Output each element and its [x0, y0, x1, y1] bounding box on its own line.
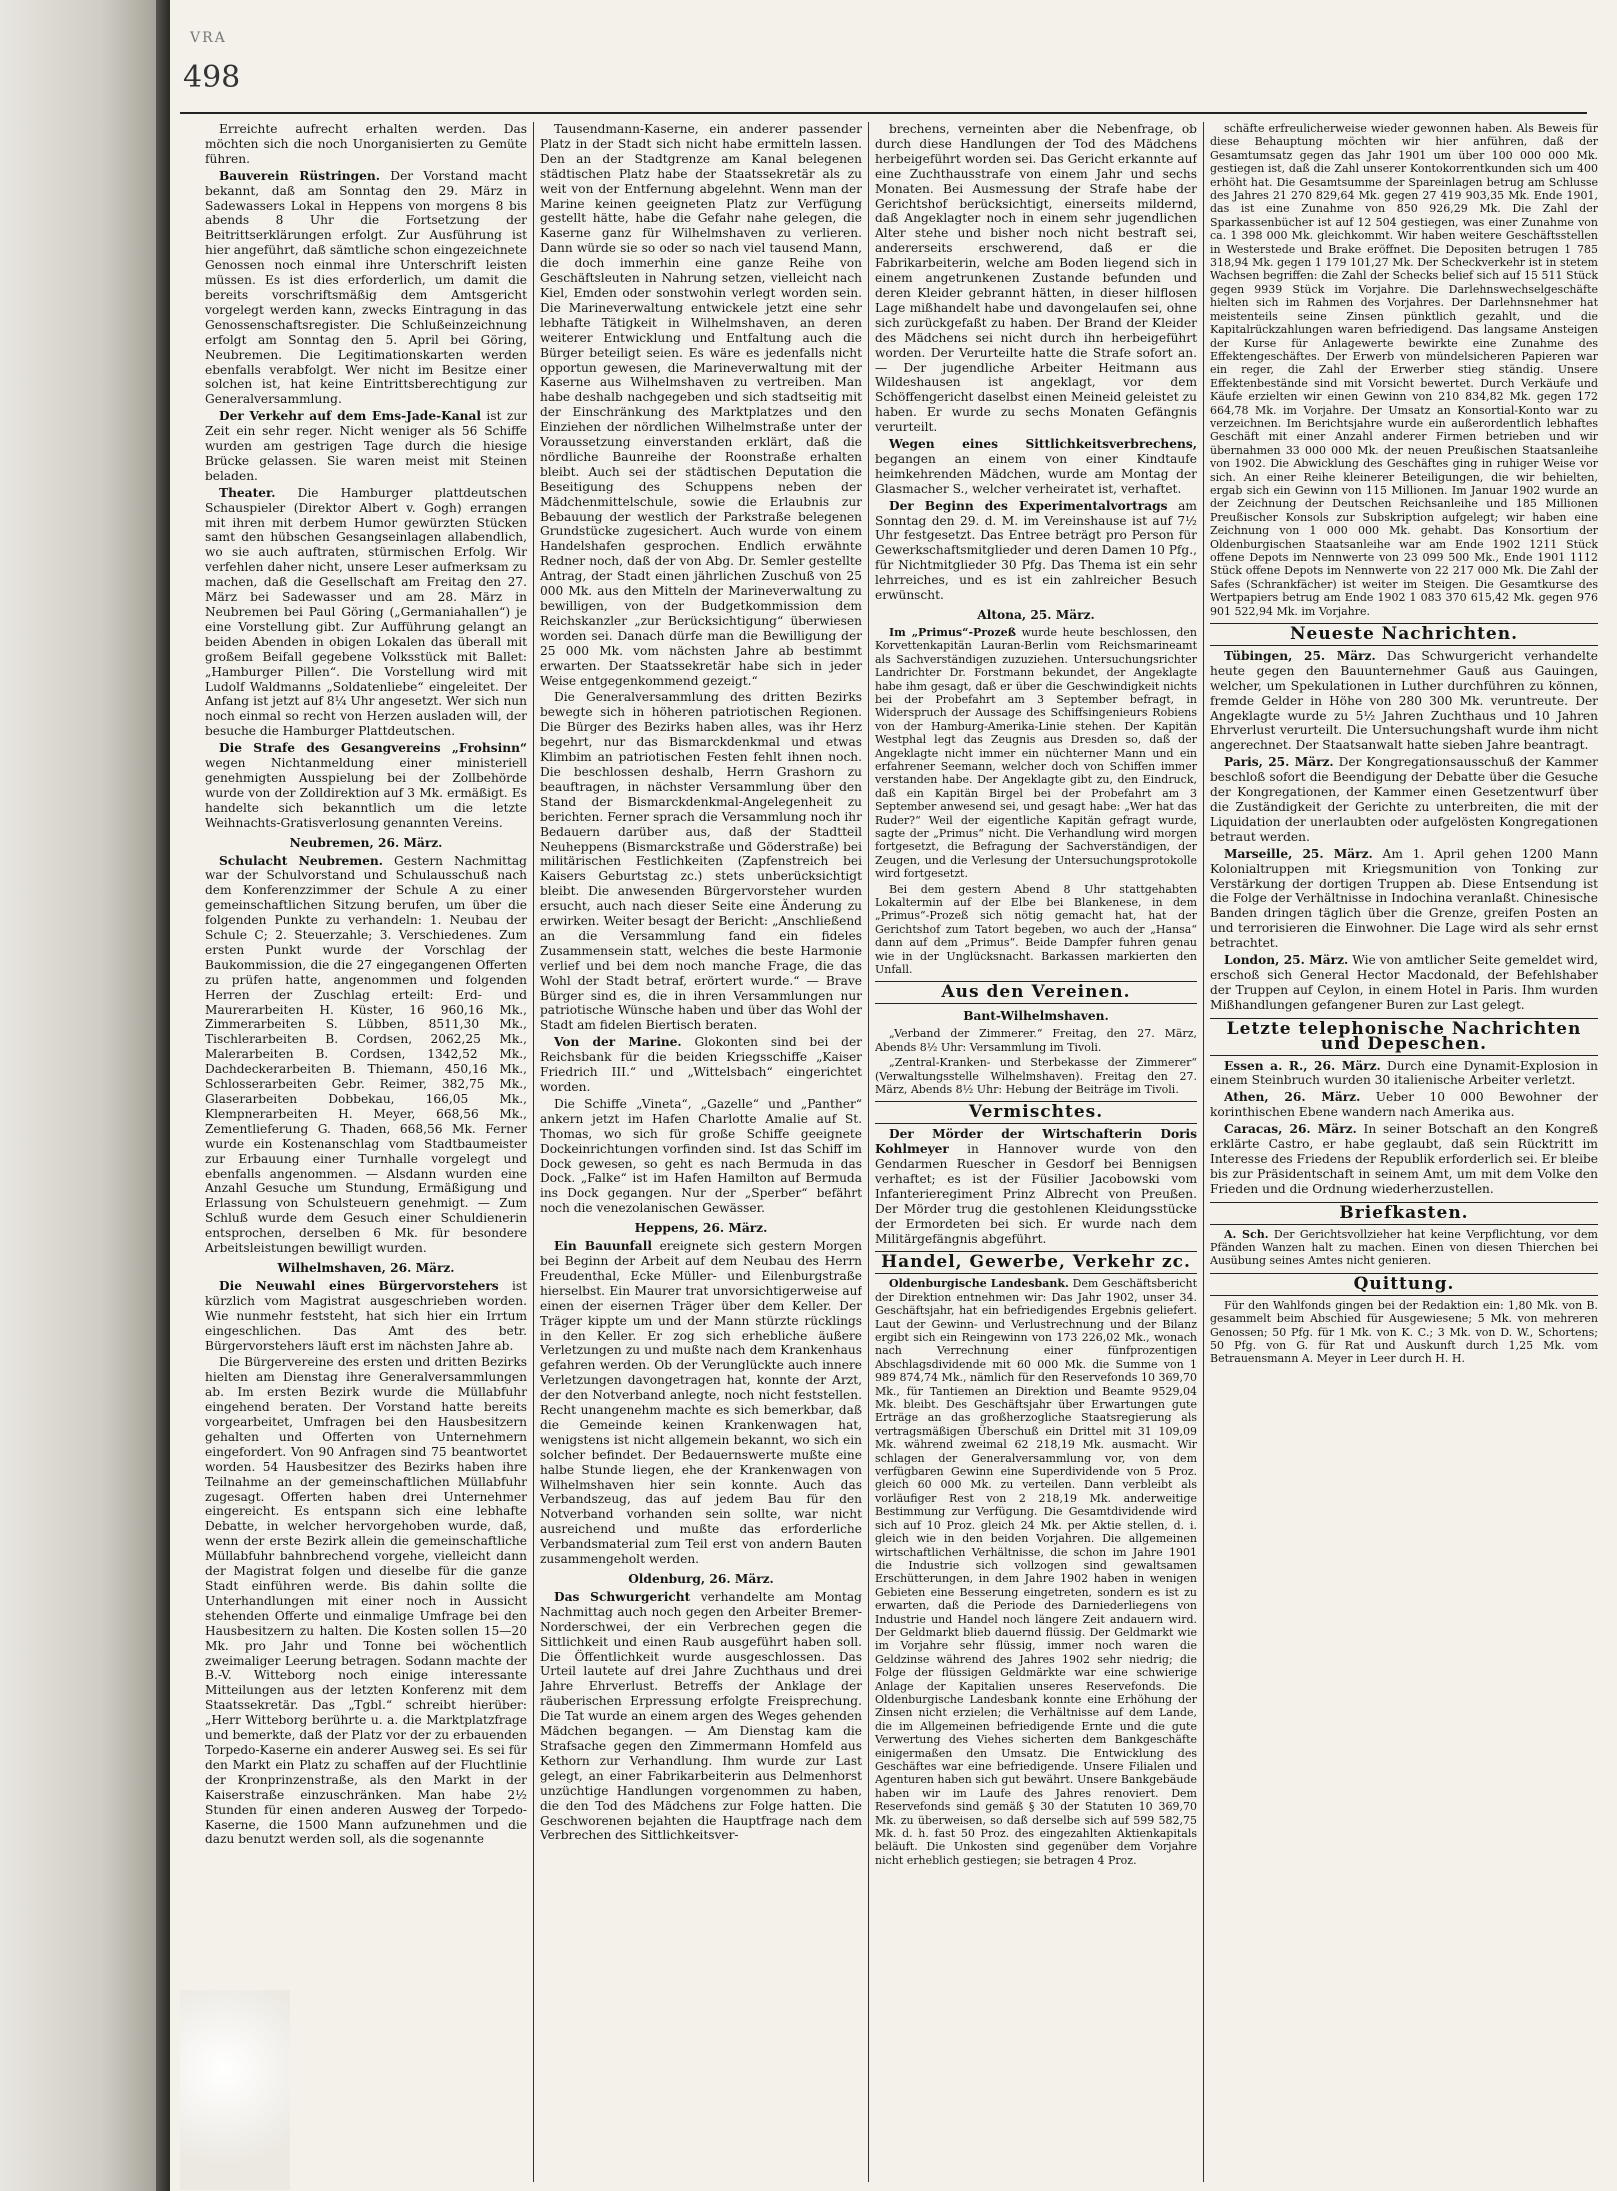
- article-paragraph: [1210, 953, 1598, 1013]
- article-paragraph: [205, 1355, 527, 1847]
- article-paragraph: [875, 437, 1197, 497]
- column-1: [205, 122, 527, 1972]
- article-paragraph: [875, 1277, 1197, 1867]
- article-paragraph: [540, 1590, 862, 1843]
- article-text: Die Bürgervereine des ersten und dritten Bezirks hielten am Dienstag ihre Generalversammlungen ab. Im ersten Bezirk wurde die Müllabfuhr eingehend beraten. Der Vorstand hatte bereits vorgearbeitet, Umfragen bei den Hausbesitzern gehalten und Offerten von Unternehmern eingefordert. Von 90 Anfragen sind 75 beantwortet worden. 54 Hausbesitzer des Bezirks haben ihre Teilnahme an der gemeinschaftlichen Müllabfuhr zugesagt. Offerten haben drei Unternehmer eingereicht. Es entspann sich eine lebhafte Debatte, in welcher hervorgehoben wurde, daß, wenn der erste Bezirk allein die gemeinschaftliche Müllabfuhr bahnbrechend vorgehe, vielleicht dann der Magistrat folgen und dieselbe für die ganze Stadt einführen werde. Bis dahin sollte die Unterhandlungen mit einer noch in Aussicht stehenden Offerte und einmalige Umfrage bei den Hausbesitzern zu halten. Die Kosten sollen 15—20 Mk. pro Jahr und Tonne bei wöchentlich zweimaliger Leerung betragen. Sodann machte der B.-V. Witteborg noch einige interessante Mitteilungen aus der letzten Konferenz mit dem Staatssekretär. Das „Tgbl.“ schreibt hierüber: „Herr Witteborg berührte u. a. die Marktplatzfrage und bemerkte, daß der Platz vor der zu erbauenden Torpedo-Kaserne ein anderer Ausweg sei. Es sei für den Markt ein Platz zu schaffen auf der Fluchtlinie der Kronprinzenstraße, als den Markt in der Kaiserstraße einzuschränken. Man habe 2½ Stunden für einen anderen Ausweg der Torpedo-Kaserne, die 1500 Mann aufzunehmen und die dazu benutzt werden soll, als die sogenannte: [205, 1355, 527, 1847]
- article-text: in Hannover wurde von den Gendarmen Ruescher in Gesdorf bei Bennigsen verhaftet; es ist der Füsilier Jacobowski vom Infanterieregiment Prinz Albrecht von Preußen. Der Mörder trug die gestohlenen Kleidungsstücke der Ermordeten bei sich. Er wurde nach dem Militärgefängnis abgeführt.: [875, 1142, 1197, 1246]
- article-lead: Bauverein Rüstringen.: [219, 168, 380, 183]
- article-paragraph: [205, 486, 527, 739]
- page-number: 498: [183, 60, 241, 95]
- dateline: Oldenburg, 26. März.: [628, 1572, 774, 1586]
- article-paragraph: [1210, 649, 1598, 753]
- column-4: [1210, 122, 1598, 2182]
- article-text: am Sonntag den 29. d. M. im Vereinshause ist auf 7½ Uhr festgesetzt. Das Entree beträgt pro Person für Gewerkschaftsmitglieder und deren Damen 10 Pfg., für Nichtmitglieder 30 Pfg. Das Thema ist ein sehr lehrreiches, und es ist ein zahlreicher Besuch erwünscht.: [875, 498, 1197, 603]
- article-text: Der Vorstand macht bekannt, daß am Sonntag den 29. März in Sadewassers Lokal in Heppens von morgens 8 bis abends 8 Uhr die Fortsetzung der Beitrittserklärungen erfolgt. Zur Ausführung ist hier angeführt, daß sämtliche schon eingezeichnete Genossen noch einmal ihre Unterschrift leisten müssen. Es ist dies erforderlich, um damit die bereits vorschriftsmäßig dem Amtsgericht vorgelegt werden kann, zwecks Eintragung in das Genossenschaftsregister. Die Schlußeinzeichnung erfolgt am Sonntag den 5. April bei Göring, Neubremen. Die Legitimationskarten werden ebenfalls verabfolgt. Wer nicht im Besitze einer solchen ist, hat keine Eintrittsberechtigung zur Generalversammlung.: [205, 168, 527, 407]
- article-text: Durch eine Dynamit-Explosion in einem Steinbruch wurden 30 italienische Arbeiter verletzt.: [1210, 1058, 1598, 1088]
- article-text: Gestern Nachmittag war der Schulvorstand und Schulausschuß nach dem Konferenzzimmer der Schule A zu einer gemeinschaftlichen Sitzung berufen, um über die folgenden Punkte zu verhandeln: 1. Neubau der Schule C; 2. Steuerzahle; 3. Verschiedenes. Zum ersten Punkt wurde der Vorschlag der Baukommission, die die 27 eingegangenen Offerten zu prüfen hatte, angenommen und folgenden Herren der Zuschlag erteilt: Erd- und Maurerarbeiten H. Küster, 16 960,16 Mk., Zimmerarbeiten S. Lübben, 8511,30 Mk., Tischlerarbeiten B. Cordsen, 2062,25 Mk., Malerarbeiten B. Cordsen, 1342,52 Mk., Dachdeckerarbeiten B. Thiemann, 450,16 Mk., Schlosserarbeiten Gebr. Reimer, 382,75 Mk., Glaserarbeiten Dobbekau, 166,05 Mk., Klempnerarbeiten H. Meyer, 668,56 Mk., Zementlieferung G. Thaden, 668,56 Mk. Ferner wurde ein Kostenanschlag vom Stadtbaumeister zur Erbauung einer Turnhalle vorgelegt und ebenfalls angenommen. — Alsdann wurden eine Anzahl Gesuche um Stundung, Ermäßigung und Erlassung von Schulsteuern genehmigt. — Zum Schluß wurde dem Gesuch einer Schuldienerin entsprochen, derselben 6 Mk. für besondere Arbeitsleistungen bewilligt wurden.: [205, 853, 527, 1256]
- section-heading: Letzte telephonische Nachrichten und Depeschen.: [1210, 1018, 1598, 1056]
- article-text: Die Hamburger plattdeutschen Schauspieler (Direktor Albert v. Gogh) errangen mit ihren mit derbem Humor gewürzten Stücken samt den hübschen Gesangseinlagen allabendlich, wo sie auch auftraten, stürmischen Erfolg. Wir verfehlen daher nicht, unsere Leser aufmerksam zu machen, daß die Gesellschaft am Freitag den 27. März bei Sadewasser und am 28. März in Neubremen bei Paul Göring („Germaniahallen“) je eine Vorstellung gibt. Zur Aufführung gelangt an beiden Abenden in obigen Lokalen das überall mit großem Beifall gegebene Volksstück mit Ballet: „Hamburger Pillen“. Die Vorstellung wird mit Ludolf Waldmanns „Soldatenliebe“ eingeleitet. Der Anfang ist jetzt auf 8¼ Uhr angesetzt. Wer sich nun noch einmal so recht von Herzen ausladen will, der besuche die Hamburger Plattdeutschen.: [205, 485, 527, 739]
- article-lead: Schulacht Neubremen.: [219, 853, 383, 868]
- article-text: wurde heute beschlossen, den Korvettenkapitän Lauran-Berlin vom Reichsmarineamt als Sachverständigen zuzuziehen. Untersuchungsrichter Landrichter Dr. Forstmann bekundet, der Angeklagte habe ihm gesagt, daß er über die Geschwindigkeit nichts bei der Probefahrt am 3 September befragt, in Widerspruch der Aussage des Schiffsingenieurs Robiens von der Hamburg-Amerika-Linie stehen. Der Kapitän Westphal legt das Zeugnis aus Dresden so, daß der Angeklagte nicht immer ein nüchterner Mann und ein erfahrener Seemann, welcher doch von Schiffen immer verstanden habe. Der Angeklagte gibt zu, den Eindruck, daß ein Kapitän Birgel bei der Probefahrt am 3 September anwesend sei, und gesagt habe: „Wer hat das Ruder?“ Weil der eigentliche Kapitän gefragt wurde, sagte der „Primus“ nicht. Die Verhandlung wird morgen fortgesetzt, die Befragung der Sachverständigen, der Zeugen, und die Verlesung der Untersuchungsprotokolle wird fortgesetzt.: [875, 625, 1197, 881]
- article-lead: Der Mörder der Wirtschafterin Doris Kohlmeyer: [875, 1127, 1197, 1157]
- article-paragraph: [540, 1097, 862, 1216]
- article-paragraph: [540, 690, 862, 1033]
- article-paragraph: [875, 499, 1197, 603]
- article-paragraph: [205, 741, 527, 830]
- dateline: Bant-Wilhelmshaven.: [963, 1009, 1109, 1024]
- article-text: Am 1. April gehen 1200 Mann Kolonialtruppen mit Kriegsmunition von Tonking zur Verstärkung der dortigen Truppen ab. Diese Entsendung ist die Folge der Verhältnisse in Indochina veranlaßt. Chinesische Banden dringen täglich über die Grenze, greifen Posten an und terrorisieren die Einwohner. Die Lage wird als sehr ernst betrachtet.: [1210, 846, 1598, 951]
- section-heading: Aus den Vereinen.: [875, 981, 1197, 1004]
- article-paragraph: [205, 409, 527, 484]
- article-paragraph: [1210, 1090, 1598, 1120]
- article-paragraph: [540, 122, 862, 688]
- article-text: Glokonten sind bei der Reichsbank für die beiden Kriegsschiffe „Kaiser Friedrich III.“ und „Wittelsbach“ eingerichtet worden.: [540, 1035, 862, 1094]
- article-lead: Tübingen, 25. März.: [1224, 648, 1376, 663]
- section-heading: Handel, Gewerbe, Verkehr zc.: [875, 1251, 1197, 1274]
- article-lead: Athen, 26. März.: [1224, 1090, 1361, 1105]
- article-paragraph: [205, 169, 527, 408]
- article-text: ist kürzlich vom Magistrat ausgeschrieben worden. Wie nunmehr feststeht, hat sich hier ein Irrtum eingeschlichen. Das Amt des betr. Bürgervorstehers läuft erst im nächsten Jahre ab.: [205, 1278, 527, 1353]
- article-paragraph: [1210, 847, 1598, 951]
- article-lead: Der Verkehr auf dem Ems-Jade-Kanal: [219, 409, 482, 424]
- article-lead: Wegen eines Sittlichkeitsverbrechens,: [889, 437, 1197, 452]
- article-paragraph: [1210, 1299, 1598, 1366]
- article-lead: Im „Primus“-Prozeß: [889, 625, 1017, 639]
- article-paragraph: [1210, 122, 1598, 618]
- article-lead: Caracas, 26. März.: [1224, 1122, 1357, 1137]
- article-text: Dem Geschäftsbericht der Direktion entnehmen wir: Das Jahr 1902, unser 34. Geschäftsjahr, hat ein befriedigendes Ergebnis geliefert. Laut der Gewinn- und Verlustrechnung und der Bilanz ergibt sich ein Reingewinn von 173 226,02 Mk., wonach nach Verrechnung einer fünfprozentigen Abschlagsdividende mit 60 000 Mk. die Summe von 1 989 874,74 Mk., nämlich für den Reservefonds 10 369,70 Mk., für Tantiemen an Direktion und Beamte 9529,04 Mk. bleibt. Des Geschäftsjahr über Erwartungen gute Erträge an das großherzogliche Staatsregierung als vertragsmäßigen Überschuß ein Drittel mit 31 109,09 Mk. während zweimal 62 218,19 Mk. ausmacht. Wir schlagen der Generalversammlung vor, von dem verfügbaren Gewinn eine Superdividende von 5 Proz. gleich 60 000 Mk. zu verteilen. Dann verbleibt als vorläufiger Rest von 2 218,19 Mk. anderweitige Bestimmung zur Verfügung. Die Gesamtdividende wird sich auf 10 Proz. gleich 24 Mk. per Aktie stellen, d. i. gleich wie in den beiden Vorjahren. Die allgemeinen wirtschaftlichen Verhältnisse, die schon im Jahre 1901 die Industrie sich vollzogen sind gewaltsamen Erschütterungen, in dem Jahre 1902 haben in wenigen Gebieten eine Besserung eingetreten, sondern es ist zu erwarten, daß die Periode des Darniederliegens von Industrie und Handel noch längere Zeit andauern wird. Der Geldmarkt blieb dauernd flüssig. Der Geldmarkt wie im Vorjahre sehr flüssig, immer noch waren die Geldzinse während des Jahres 1902 sehr niedrig; die Folge der flüssigen Geldmärkte war eine schwierige Anlage der Kapitalien unseres Reservefonds. Die Oldenburgische Landesbank konnte eine Erhöhung der Zinsen nicht erzielen; die Verhältnisse auf dem Lande, die im Allgemeinen befriedigende Ernte und die gute Verwertung des Viehes sicherten dem Bankgeschäfte einigermaßen den Umsatz. Die Entwicklung des Geschäftes war eine befriedigende. Unsere Filialen und Agenturen haben sich gut bewährt. Unsere Bankgebäude haben wir im Laufe des Jahres renoviert. Dem Reservefonds sind gemäß § 30 der Statuten 10 369,70 Mk. zu überweisen, so daß derselbe sich auf 599 582,75 Mk. d. h. fast 50 Proz. des eingezahlten Aktienkapitals beläuft. Die Unkosten sind gegenüber dem Vorjahre nicht erheblich gestiegen; sie betragen 4 Proz.: [875, 1277, 1197, 1867]
- header-rule: [180, 112, 1587, 114]
- article-paragraph: [540, 1035, 862, 1095]
- article-text: Erreichte aufrecht erhalten werden. Das möchten sich die noch Unorganisierten zu Gemüte führen.: [205, 122, 527, 166]
- article-lead: Marseille, 25. März.: [1224, 846, 1373, 861]
- section-heading: Vermischtes.: [875, 1101, 1197, 1124]
- article-paragraph: [875, 626, 1197, 881]
- article-text: Tausendmann-Kaserne, ein anderer passender Platz in der Stadt sich nicht habe ermitteln lassen. Den an der Stadtgrenze am Kanal belegenen städtischen Platz habe der Staatssekretär als zu weit von der Entfernung abgelehnt. Wenn man der Marine keinen geeigneten Platz zur Verfügung gestellt hätte, habe die Gefahr nahe gelegen, die Kaserne ganz für Wilhelmshaven zu verlieren. Dann würde sie so oder so nach viel tausend Mann, die doch immerhin eine ganze Reihe von Geschäftsleuten in Nahrung setzen, vielleicht nach Kiel, Emden oder sonstwohin verlegt worden sein. Die Marineverwaltung entwickele jetzt eine sehr lebhafte Tätigkeit in Wilhelmshaven, an deren weiterer Entwicklung und Entfaltung auch die Bürger beteiligt seien. Es wäre es jedenfalls nicht opportun gewesen, die Marineverwaltung mit der Kaserne aus Wilhelmshaven zu vertreiben. Man habe deshalb nachgegeben und sich stadtseitig mit der Einschränkung des Marktplatzes und den Einziehen der nördlichen Wilhelmstraße unter der Voraussetzung einverstanden erklärt, daß die nördliche Baunreihe der Roonstraße erhalten bleibt. Auch sei der städtischen Deputation die Beseitigung des Schuppens neben der Mädchenmittelschule, sowie die Erlaubnis zur Bebauung der westlich der Parkstraße belegenen Grundstücke zugesichert. Auch wurde von einem Handelshafen gesprochen. Endlich erwähnte Redner noch, daß der von Abg. Dr. Semler gestellte Antrag, der Stadt einen jährlichen Zuschuß von 25 000 Mk. aus den Mitteln der Marineverwaltung zu bewilligen, von der Budgetkommission dem Reichskanzler „zur Berücksichtigung“ überwiesen worden sei. Danach dürfe man die Bewilligung der 25 000 Mk. vom nächsten Jahre ab bestimmt erwarten. Der Staatssekretär habe sich in jeder Weise entgegenkommend gezeigt.“: [540, 122, 862, 688]
- article-lead: Die Strafe des Gesangvereins „Frohsinn“: [219, 741, 527, 756]
- book-binding: [0, 0, 170, 2191]
- article-paragraph: [875, 1127, 1197, 1246]
- column-divider: [1203, 122, 1204, 2182]
- article-paragraph: [1210, 1059, 1598, 1089]
- article-text: begangen an einem von einer Kindtaufe heimkehrenden Mädchen, wurde am Montag der Glasmacher S., welcher verheiratet ist, verhaftet.: [875, 451, 1197, 496]
- article-text: schäfte erfreulicherweise wieder gewonnen haben. Als Beweis für diese Behauptung möchten wir hier anführen, daß der Gesamtumsatz gegen das Jahr 1901 um über 100 000 000 Mk. gestiegen ist, daß die Zahl unserer Kontokorrentkunden sich um 400 erhöht hat. Die Gesamtsumme der Spareinlagen betrug am Schlusse des Jahres 21 270 829,64 Mk. gegen 27 419 903,35 Mk. Ende 1901, das ist eine Zunahme von 850 926,29 Mk. Die Zahl der Sparkassenbücher ist auf 12 504 gestiegen, was einer Zunahme von ca. 1 398 000 Mk. gleichkommt. Wir haben weitere Geschäftsstellen in Westerstede und Brake eröffnet. Die Depositen betrugen 1 785 318,94 Mk. gegen 1 179 101,27 Mk. Der Scheckverkehr ist in stetem Wachsen begriffen: die Zahl der Schecks belief sich auf 15 511 Stück gegen 9939 Stück im Vorjahre. Die Darlehnswechselgeschäfte hielten sich im Rahmen des Vorjahres. Der Darlehnsnehmer hat meistenteils seine Zinsen pünktlich gezahlt, und die Kapitalrückzahlungen waren befriedigend. Das langsame Ansteigen der Kurse für Anlagewerte bewirkte eine Zunahme des Effektengeschäftes. Der Erwerb von mündelsicheren Papieren war ein reger, die Zahl der Erwerber stieg ständig. Unsere Effektenbestände sind mit Vorsicht bewertet. Durch Verkäufe und Käufe erzielten wir einen Gewinn von 210 834,82 Mk. gegen 172 664,78 Mk. im Vorjahre. Der Umsatz an Konsortial-Konto war zu verzeichnen. Im Berichtsjahre wurde ein außerordentlich lebhaftes Geschäft mit einer Anzahl anderer Firmen betrieben und wir übernahmen 33 000 000 Mk. der neuen Preußischen Staatsanleihe von 1902. Die Abwicklung des Geschäftes ging in ruhiger Weise vor sich. An einer Reihe kleinerer Beteiligungen, die wir behielten, ergab sich ein Gewinn von 115 Millionen. Im Januar 1902 wurde an der Zeichnung der Deutschen Reichsanleihe und 185 Millionen Preußischer Konsols zur Subskription aufgelegt; wir haben eine Zeichnung von 1 000 000 Mk. gehabt. Das Konsortium der Oldenburgischen Staatsanleihe war am Ende 1902 1211 Stück offene Depots im Nennwerte von 23 099 500 Mk., Ende 1901 1112 Stück offene Depots im Nennwerte von 22 217 000 Mk. Die Zahl der Safes (Schrankfächer) ist weiter im Steigen. Die Gesamtkurse des Wertpapiers betrug am Ende 1902 1 083 370 615,42 Mk. gegen 976 901 522,94 Mk. im Vorjahre.: [1210, 122, 1598, 618]
- column-3: [875, 122, 1197, 2182]
- article-text: Der Gerichtsvollzieher hat keine Verpflichtung, vor dem Pfänden Wanzen halt zu machen. Einen von diesen Thierchen bei Ausübung seines Amtes nicht genieren.: [1210, 1227, 1598, 1268]
- page-stamp: VRA: [190, 30, 227, 46]
- article-paragraph: [540, 1239, 862, 1567]
- article-text: Bei dem gestern Abend 8 Uhr stattgehabten Lokaltermin auf der Elbe bei Blankenese, in dem „Primus“-Prozeß sich nötig gemacht hat, hat der Gerichtshof zum Tatort begeben, wo auch der „Hansa“ dann auf dem „Primus“. Beide Dampfer fuhren genau wie in der Unglücksnacht. Barkassen markierten den Unfall.: [875, 882, 1197, 977]
- article-text: verhandelte am Montag Nachmittag auch noch gegen den Arbeiter Bremer-Norderschwei, der ein Verbrechen gegen die Sittlichkeit und einen Raub ausgeführt haben soll. Die Öffentlichkeit wurde ausgeschlossen. Das Urteil lautete auf drei Jahre Zuchthaus und drei Jahre Ehrverlust. Betreffs der Anklage der räuberischen Erpressung erfolgte Freisprechung. Die Tat wurde an einem argen des Weges gehenden Mädchen begangen. — Am Dienstag kam die Strafsache gegen den Zimmermann Homfeld aus Kethorn zur Verhandlung. Ihm wurde zur Last gelegt, an einer Fabrikarbeiterin aus Delmenhorst unzüchtige Handlungen vorgenommen zu haben, die den Tod des Mädchens zur Folge hatten. Die Geschworenen bejahten die Hauptfrage nach dem Verbrechen des Sittlichkeitsver-: [540, 1589, 862, 1843]
- column-divider: [868, 122, 869, 2182]
- article-text: „Verband der Zimmerer.“ Freitag, den 27. März, Abends 8½ Uhr: Versammlung im Tivoli.: [875, 1027, 1197, 1054]
- article-lead: Der Beginn des Experimentalvortrags: [889, 498, 1168, 513]
- article-lead: Oldenburgische Landesbank.: [889, 1277, 1069, 1291]
- article-lead: A. Sch.: [1224, 1227, 1269, 1241]
- section-heading: Quittung.: [1210, 1273, 1598, 1296]
- article-text: Das Schwurgericht verhandelte heute gegen den Bauunternehmer Gauß aus Gauingen, welcher, um Spekulationen in Luther durchführen zu können, fremde Gelder in Höhe von 280 300 Mk. veruntreute. Der Angeklagte wurde zu 5½ Jahren Zuchthaus und 10 Jahren Ehrverlust verurteilt. Die Untersuchungshaft wurde ihm nicht angerechnet. Der Staatsanwalt hatte sieben Jahre beantragt.: [1210, 648, 1598, 753]
- dateline: Altona, 25. März.: [977, 608, 1095, 622]
- article-lead: Das Schwurgericht: [554, 1589, 691, 1604]
- article-lead: Essen a. R., 26. März.: [1224, 1058, 1381, 1073]
- article-paragraph: [1210, 1122, 1598, 1197]
- article-text: brechens, verneinten aber die Nebenfrage, ob durch diese Handlungen der Tod des Mädchens herbeigeführt worden sei. Das Gericht erkannte auf eine Zuchthausstrafe von einem Jahr und sechs Monaten. Bei Ausmessung der Strafe habe der Gerichtshof berücksichtigt, einerseits mildernd, daß Angeklagter noch in einem sehr jugendlichen Alter stehe und bisher noch nicht bestraft sei, andererseits erschwerend, daß er die Fabrikarbeiterin, welche am Boden liegend sich in einem angetrunkenen Zustande befunden und deren Kleider gebrannt hätten, in dieser hilflosen Lage mißhandelt habe und davongelaufen sei, ohne sich zurückgefaßt zu haben. Der Brand der Kleider des Mädchens sei nicht durch ihn herbeigeführt worden. Der Verurteilte hatte die Strafe sofort an. — Der jugendliche Arbeiter Heitmann aus Wildeshausen ist angeklagt, vor dem Schöffengericht daselbst einen Meineid geleistet zu haben. Er wurde zu sechs Monaten Gefängnis verurteilt.: [875, 122, 1197, 435]
- article-text: Ueber 10 000 Bewohner der korinthischen Ebene wandern nach Amerika aus.: [1210, 1090, 1598, 1120]
- article-paragraph: [1210, 1228, 1598, 1268]
- article-text: ereignete sich gestern Morgen bei Beginn der Arbeit auf dem Neubau des Herrn Freudenthal, Ecke Müller- und Eilenburgstraße hierselbst. Ein Maurer trat unvorsichtigerweise auf einen der eisernen Träger über dem Keller. Der Träger kippte um und der Mann stürzte rücklings in den Keller. Er zog sich erhebliche äußere Verletzungen zu und mußte nach dem Krankenhaus gefahren werden. Ob der Verunglückte auch innere Verletzungen davongetragen hat, konnte der Arzt, der den Notverband anlegte, noch nicht feststellen. Recht unangenehm machte es sich bemerkbar, daß die Gemeinde keinen Krankenwagen hat, wenigstens ist nicht allgemein bekannt, wo sich ein solcher befindet. Der Bedauernswerte mußte eine halbe Stunde liegen, ehe der Krankenwagen von Wilhelmshaven hier sein konnte. Auch das Verbandszeug, das auf jedem Bau für den Notverband vorhanden sein sollte, war nicht ausreichend und mußte das erforderliche Verbandsmaterial zum Teil erst von andern Bauten zusammengeholt werden.: [540, 1239, 862, 1567]
- section-heading: Briefkasten.: [1210, 1202, 1598, 1225]
- article-paragraph: [205, 854, 527, 1256]
- article-text: „Zentral-Kranken- und Sterbekasse der Zimmerer“ (Verwaltungsstelle Wilhelmshaven). Freitag den 27. März, Abends 8½ Uhr: Hebung der Beiträge im Tivoli.: [875, 1056, 1197, 1096]
- article-lead: Von der Marine.: [554, 1035, 682, 1050]
- article-paragraph: [205, 1279, 527, 1354]
- article-text: Für den Wahlfonds gingen bei der Redaktion ein: 1,80 Mk. von B. gesammelt beim Abschied für Ausgewiesene; 5 Mk. von mehreren Genossen; 50 Pfg. für 1 Mk. von K. C.; 3 Mk. von D. W., Schortens; 50 Pfg. von G. für Rat und Auskunft durch 1,25 Mk. vom Betrauensmann A. Meyer in Leer durch H. H.: [1210, 1298, 1598, 1366]
- article-text: Der Kongregationsausschuß der Kammer beschloß sofort die Beendigung der Debatte über die Gesuche der Kongregationen, der Kammer einen Gesetzentwurf über die Zuständigkeit der Gerichte zu unterbreiten, die mit der Liquidation der unerlaubten oder aufgelösten Kongregationen betraut werden.: [1210, 755, 1598, 844]
- article-text: wegen Nichtanmeldung einer ministeriell genehmigten Ausspielung bei der Zollbehörde wurde von der Zolldirektion auf 3 Mk. ermäßigt. Es handelte sich bekanntlich um die letzte Weihnachts-Gratisverlosung genannten Vereins.: [205, 756, 527, 830]
- article-lead: Paris, 25. März.: [1224, 755, 1334, 770]
- article-paragraph: [875, 122, 1197, 435]
- dateline: Neubremen, 26. März.: [289, 835, 443, 850]
- article-paragraph: [205, 122, 527, 167]
- section-heading: Neueste Nachrichten.: [1210, 623, 1598, 646]
- article-paragraph: [875, 1027, 1197, 1054]
- article-lead: London, 25. März.: [1224, 953, 1349, 968]
- dateline: Heppens, 26. März.: [634, 1221, 768, 1236]
- article-paragraph: [1210, 755, 1598, 844]
- torn-corner: [180, 1990, 290, 2190]
- article-paragraph: [875, 1056, 1197, 1096]
- article-text: Die Schiffe „Vineta“, „Gazelle“ und „Panther“ ankern jetzt im Hafen Charlotte Amalie auf St. Thomas, wo sich für große Schiffe geeignete Dockeinrichtungen vorfinden sind. Ist das Schiff im Dock gewesen, so geht es nach Bermuda in das Dock. „Falke“ ist im Hafen Hamilton auf Bermuda ins Dock gegangen. Nur der „Sperber“ befährt noch die venezolanischen Gewässer.: [540, 1096, 862, 1216]
- dateline: Wilhelmshaven, 26. März.: [277, 1260, 455, 1275]
- article-lead: Die Neuwahl eines Bürgervorstehers: [219, 1278, 499, 1293]
- article-text: Wie von amtlicher Seite gemeldet wird, erschoß sich General Hector Macdonald, der Befehlshaber der Truppen auf Ceylon, in einem Hotel in Paris. Ihm wurden Mißhandlungen gefangener Buren zur Last gelegt.: [1210, 953, 1598, 1012]
- article-text: ist zur Zeit ein sehr reger. Nicht weniger als 56 Schiffe wurden am gestrigen Tage durch die hiesige Brücke gelassen. Sie waren meist mit Steinen beladen.: [205, 409, 527, 483]
- column-divider: [533, 122, 534, 2182]
- article-text: In seiner Botschaft an den Kongreß erklärte Castro, er habe geglaubt, daß sein Rücktritt im Interesse des Friedens der Republik erforderlich sei. Er bleibe bis zur Präsidentschaft in seinem Amt, um mit dem Volke den Frieden und die Ordnung wiederherzustellen.: [1210, 1122, 1598, 1196]
- article-paragraph: [875, 883, 1197, 977]
- article-lead: Ein Bauunfall: [554, 1239, 652, 1254]
- article-lead: Theater.: [219, 485, 276, 500]
- column-2: [540, 122, 862, 2182]
- article-text: Die Generalversammlung des dritten Bezirks bewegte sich in höheren patriotischen Regionen. Die Bürger des Bezirks haben alles, was ihr Herz begehrt, nur das Bismarckdenkmal und etwas Klimbim an patriotischen Festen fehlt ihnen noch. Die beschlossen deshalb, Herrn Grashorn zu beauftragen, in nächster Versammlung über den Stand der Bismarckdenkmal-Angelegenheit zu berichten. Ferner sprach die Versammlung noch ihr Bedauern darüber aus, daß der Stadtteil Neuheppens (Bismarckstraße und Göderstraße) bei militärischen Festlichkeiten (Zapfenstreich bei Kaisers Geburtstag zc.) stets unberücksichtigt bleibt. Die anwesenden Bürgervorsteher wurden ersucht, auch nach dieser Seite eine Änderung zu erwirken. Weiter besagt der Bericht: „Anschließend an die Versammlung fand ein fideles Zusammensein statt, welches die beste Harmonie verlief und bei dem noch manche Frage, die das Wohl der Stadt betraf, erörtert wurde.“ — Brave Bürger sind es, die in ihren Versammlungen nur patriotische Wünsche haben und über das Wohl der Stadt am fidelen Biertisch beraten.: [540, 690, 862, 1033]
